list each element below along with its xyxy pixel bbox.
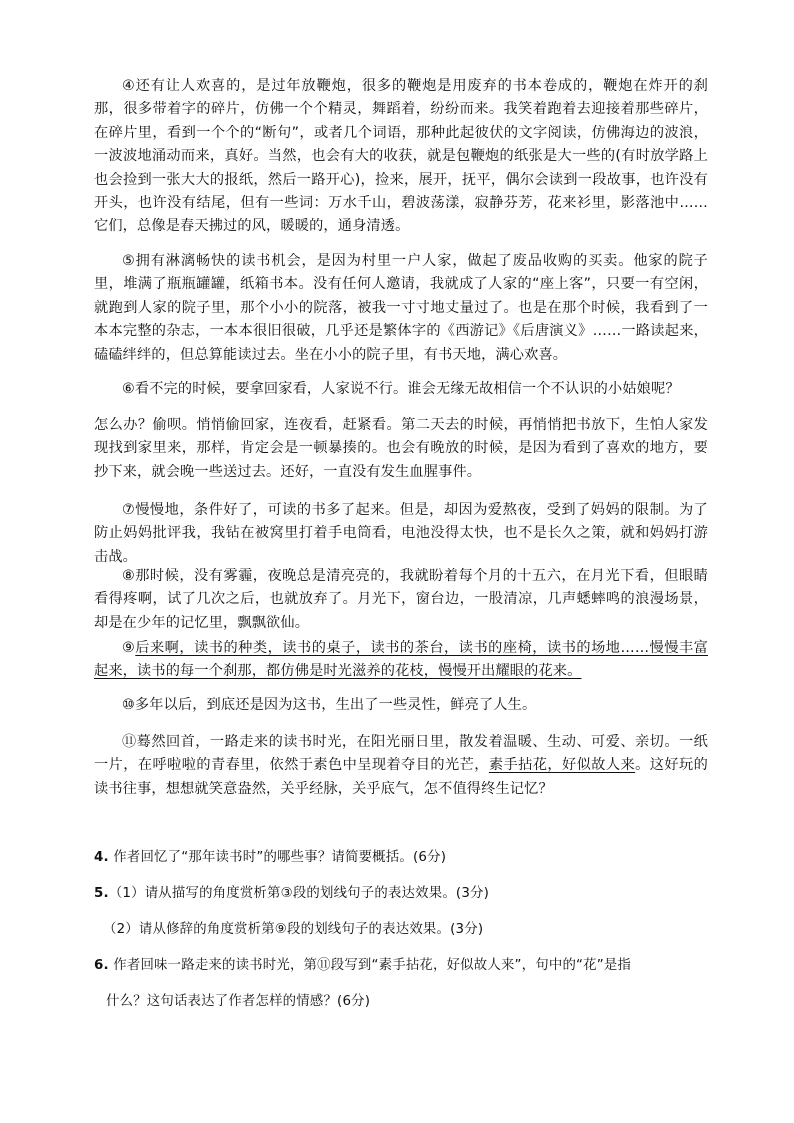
question-6-line-2: 什么？这句话表达了作者怎样的情感？(6分) [106,994,371,1009]
question-5-part-1 [94,884,489,904]
paragraph-4: ④还有让人欢喜的，是过年放鞭炮，很多的鞭炮是用废弃的书本卷成的，鞭炮在炸开的刹那，很多带着字的碎片，仿佛一个个精灵，舞蹈着，纷纷而来。我笑着跑着去迎接着那些碎片，在碎片里，看到一个个的“断句”，或者几个词语，那种此起彼伏的文字阅读，仿佛海边的波浪，一波波地涌动而来，真好。当然，也会有大的收获，就是包鞭炮的纸张是大一些的(有时放学路上也会捡到一张大大的报纸，然后一路开心)，捡来，展开，抚平，偶尔会读到一段故事，也许没有开头，也许没有结尾，但有一些词：万水千山，碧波荡漾，寂静芬芳，花来衫里，影落池中……它们，总像是春天拂过的风，暖暖的，通身清透。 [94,78,708,235]
paragraph-5: ⑤拥有淋漓畅快的读书机会，是因为村里一户人家，做起了废品收购的买卖。他家的院子里，堆满了瓶瓶罐罐，纸箱书本。没有任何人邀请，我就成了人家的“座上客”，只要一有空闲，就跑到人家的院子里，那个小小的院落，被我一寸寸地丈量过了。也是在那个时候，我看到了一本本完整的杂志，一本本很旧很破，几乎还是繁体字的《西游记》《后唐演义》……一路读起来，磕磕绊绊的，但总算能读过去。坐在小小的院子里，有书天地，满心欢喜。 [94,253,708,363]
paragraph-9 [94,637,708,684]
paragraph-9-number: ⑨ [122,640,136,656]
paragraph-7: ⑦慢慢地，条件好了，可读的书多了起来。但是，却因为爱熬夜，受到了妈妈的限制。为了防止妈妈批评我，我钻在被窝里打着手电筒看，电池没得太快，也不是长久之策，就和妈妈打游击战。 [94,502,708,565]
paragraph-6-first-line: ⑥看不完的时候，要拿回家看，人家说不行。谁会无缘无故相信一个不认识的小姑娘呢？ [122,381,680,397]
paragraph-11-text-after: 。这好玩的读书往事，想想就笑意盎然，关乎经脉，关乎底气，怎不值得终生记忆？ [94,757,708,797]
question-6-number: 6. [94,958,109,973]
paragraph-11 [94,731,708,801]
paragraph-11-text-before: ⑪蓦然回首，一路走来的读书时光，在阳光丽日里，散发着温暖、生动、可爱、亲切。一纸一片，在呼啦啦的青春里，依然于素色中呈现着夺目的光芒， [94,734,708,774]
question-4-number: 4. [94,850,109,865]
paragraph-9-underlined-sentence: 后来啊，读书的种类，读书的桌子，读书的茶台，读书的座椅，读书的场地……慢慢丰富起来，读书的每一个刹那，都仿佛是时光滋养的花枝，慢慢开出耀眼的花来。 [94,640,709,680]
question-5-number: 5. [94,886,109,901]
paragraph-11-underlined-sentence: 素手拈花，好似故人来 [488,757,636,774]
paragraph-10: ⑩多年以后，到底还是因为这书，生出了一些灵性，鲜亮了人生。 [122,697,537,713]
question-5-part-2: （2）请从修辞的角度赏析第⑨段的划线句子的表达效果。(3分) [103,922,484,937]
paragraph-6-continued: 怎么办？偷呗。悄悄偷回家，连夜看，赶紧看。第二天去的时候，再悄悄把书放下，生怕人家发现找到家里来，那样，肯定会是一顿暴揍的。也会有晚放的时候，是因为看到了喜欢的地方，要抄下来，就会晚一些送过去。还好，一直没有发生血腥事件。 [94,417,708,480]
paragraph-8: ⑧那时候，没有雾霾，夜晚总是清亮亮的，我就盼着每个月的十五六，在月光下看，但眼睛看得疼啊，试了几次之后，也就放弃了。月光下，窗台边，一股清凉，几声蟋蟀鸣的浪漫场景，却是在少年的记忆里，飘飘欲仙。 [94,568,708,631]
question-4-text: 作者回忆了“那年读书时”的哪些事？请简要概括。(6分) [113,850,447,865]
question-5-part-1-text: （1）请从描写的角度赏析第③段的划线句子的表达效果。(3分) [108,886,490,901]
question-4 [94,848,446,868]
question-6-text-line-1: 作者回味一路走来的读书时光，第⑪段写到“素手拈花，好似故人来”，句中的“花”是指 [113,958,632,973]
question-6-line-1 [94,956,631,976]
